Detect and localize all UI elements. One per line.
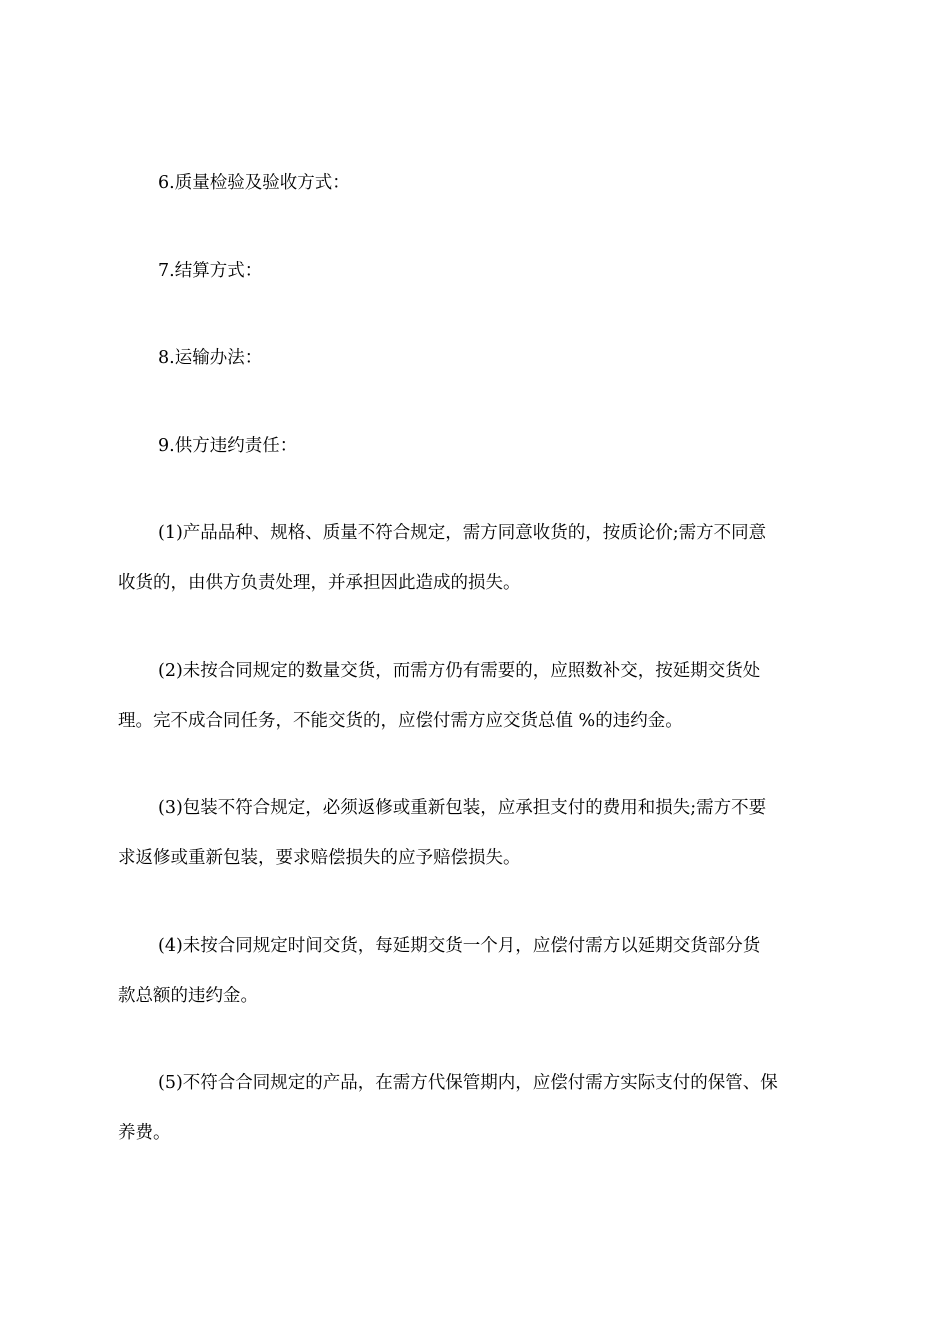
clause-2-line-1: (2)未按合同规定的数量交货，而需方仍有需要的，应照数补交，按延期交货处 [158, 661, 761, 681]
clause-5-line-1: (5)不符合合同规定的产品，在需方代保管期内，应偿付需方实际支付的保管、保 [158, 1073, 778, 1093]
clause-3-line-1: (3)包装不符合规定，必须返修或重新包装，应承担支付的费用和损失;需方不要 [158, 798, 767, 818]
clause-1-line-2: 收货的，由供方负责处理，并承担因此造成的损失。 [118, 573, 521, 593]
clause-5-line-2: 养费。 [118, 1123, 171, 1143]
clause-4-line-2: 款总额的违约金。 [118, 986, 258, 1006]
section-heading-7: 7.结算方式： [158, 261, 263, 281]
clause-4-line-1: (4)未按合同规定时间交货，每延期交货一个月，应偿付需方以延期交货部分货 [158, 936, 761, 956]
clause-2-line-2: 理。完不成合同任务，不能交货的，应偿付需方应交货总值 %的违约金。 [118, 711, 683, 731]
section-heading-9: 9.供方违约责任： [158, 436, 298, 456]
clause-3-line-2: 求返修或重新包装，要求赔偿损失的应予赔偿损失。 [118, 848, 521, 868]
section-heading-6: 6.质量检验及验收方式： [158, 173, 350, 193]
clause-1-line-1: (1)产品品种、规格、质量不符合规定，需方同意收货的，按质论价;需方不同意 [158, 523, 767, 543]
section-heading-8: 8.运输办法： [158, 348, 263, 368]
